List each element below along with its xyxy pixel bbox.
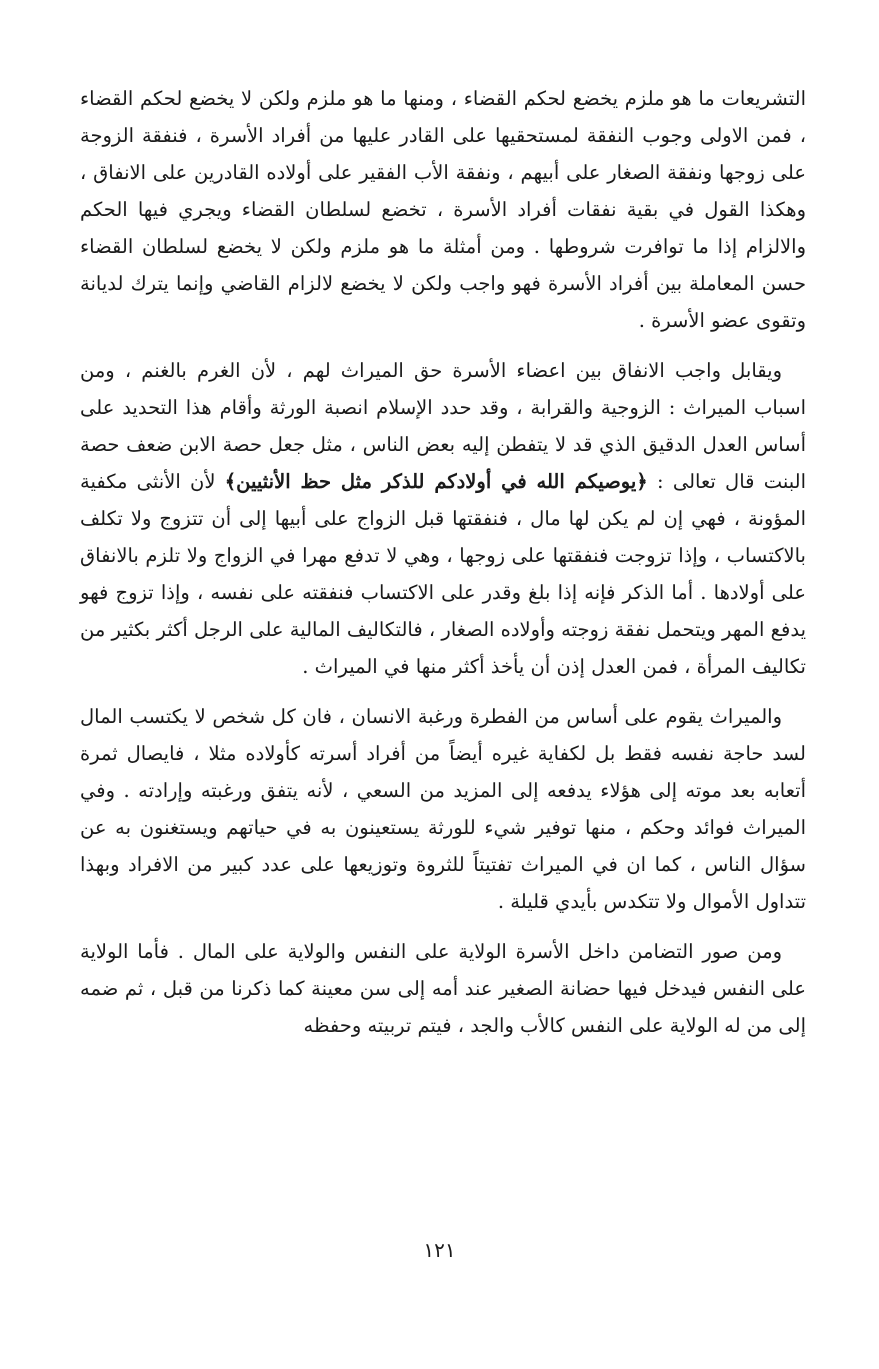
page-number: ١٢١ bbox=[423, 1238, 456, 1262]
paragraph-2-before-quote: ويقابل واجب الانفاق بين اعضاء الأسرة حق الميراث لهم ، لأن الغرم بالغنم ، ومن اسباب الميراث : الزوجية والقرابة ، وقد حدد الإسلام انصبة الورثة وأقام هذا التحديد على أساس العدل الدقيق الذي قد لا يتفطن إليه بعض الناس ، مثل جعل حصة الابن ضعف حصة البنت قال تعالى : bbox=[80, 359, 806, 493]
body-text bbox=[80, 80, 806, 1057]
paragraph-2 bbox=[80, 352, 806, 685]
paragraph-1: التشريعات ما هو ملزم يخضع لحكم القضاء ، ومنها ما هو ملزم ولكن لا يخضع لحكم القضاء ، فمن الاولى وجوب النفقة لمستحقيها على القادر عليها من أفراد الأسرة ، فنفقة الزوجة على زوجها ونفقة الصغار على أبيهم ، ونفقة الأب الفقير على أولاده القادرين على الانفاق ، وهكذا القول في بقية نفقات أفراد الأسرة ، تخضع لسلطان القضاء ويجري فيها الحكم والالزام إذا ما توافرت شروطها . ومن أمثلة ما هو ملزم ولكن لا يخضع لسلطان القضاء حسن المعاملة بين أفراد الأسرة فهو واجب ولكن لا يخضع لالزام القاضي وإنما يترك لديانة وتقوى عضو الأسرة . bbox=[80, 87, 806, 332]
paragraph-3: والميراث يقوم على أساس من الفطرة ورغبة الانسان ، فان كل شخص لا يكتسب المال لسد حاجة نفسه فقط بل لكفاية غيره أيضاً من أفراد أسرته كأولاده مثلا ، فايصال ثمرة أتعابه بعد موته إلى هؤلاء يدفعه إلى المزيد من السعي ، لأنه يتفق ورغبته وإرادته . وفي الميراث فوائد وحكم ، منها توفير شيء للورثة يستعينون به في حياتهم ويستغنون به عن سؤال الناس ، كما ان في الميراث تفتيتاً للثروة وتوزيعها على عدد كبير من الافراد وبهذا تتداول الأموال ولا تتكدس بأيدي قليلة . bbox=[80, 705, 806, 913]
quran-verse: ﴿يوصيكم الله في أولادكم للذكر مثل حظ الأنثيين﴾ bbox=[224, 470, 648, 493]
paragraph-2-after-quote: لأن الأنثى مكفية المؤونة ، فهي إن لم يكن لها مال ، فنفقتها قبل الزواج على أبيها إلى أن تتزوج ولا تكلف بالاكتساب ، وإذا تزوجت فنفقتها على زوجها ، وهي لا تدفع مهرا في الزواج ولا تلزم بالانفاق على أولادها . أما الذكر فإنه إذا بلغ وقدر على الاكتساب فنفقته على نفسه ، وإذا تزوج فهو يدفع المهر ويتحمل نفقة زوجته وأولاده الصغار ، فالتكاليف المالية على الرجل أكثر بكثير من تكاليف المرأة ، فمن العدل إذن أن يأخذ أكثر منها في الميراث . bbox=[80, 470, 806, 678]
paragraph-4: ومن صور التضامن داخل الأسرة الولاية على النفس والولاية على المال . فأما الولاية على النفس فيدخل فيها حضانة الصغير عند أمه إلى سن معينة كما ذكرنا من قبل ، ثم ضمه إلى من له الولاية على النفس كالأب والجد ، فيتم تربيته وحفظه bbox=[80, 940, 806, 1037]
